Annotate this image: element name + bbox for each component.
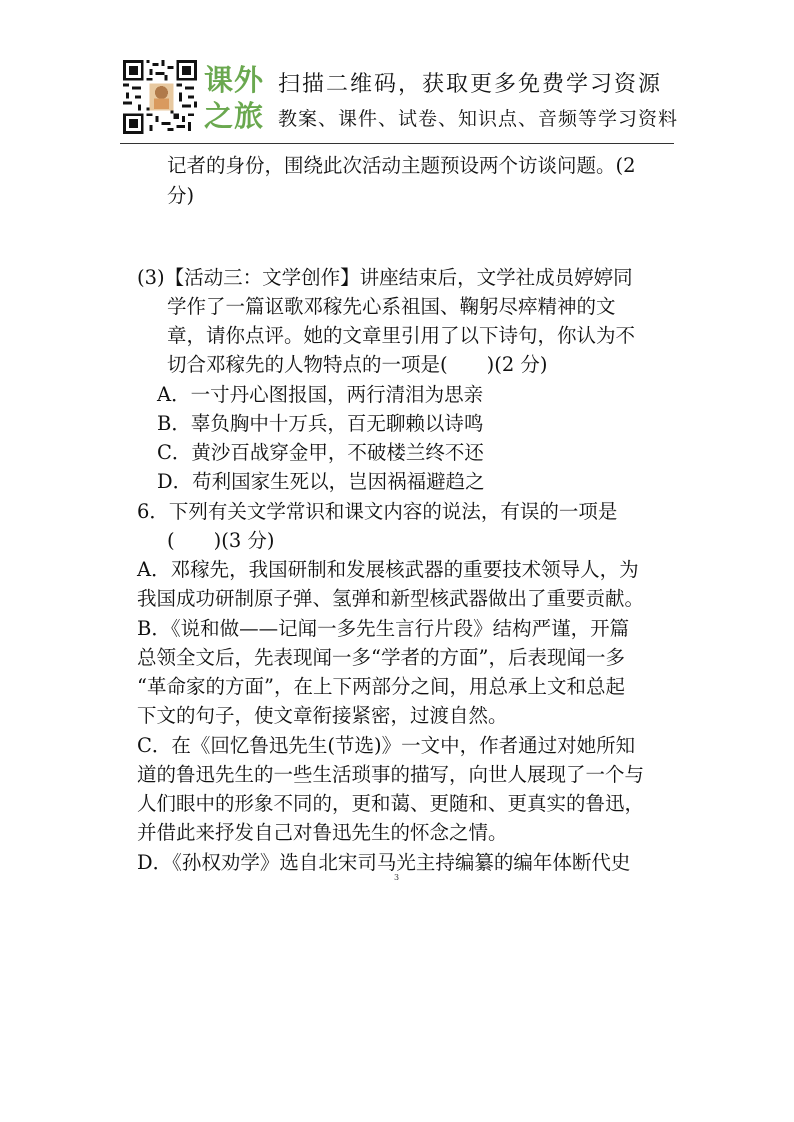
text-line: 人们眼中的形象不同的，更和蔼、更随和、更真实的鲁迅， [137, 792, 645, 815]
text-line: 章，请你点评。她的文章里引用了以下诗句，你认为不 [167, 324, 636, 347]
option-d: D．《孙权劝学》选自北宋司马光主持编纂的编年体断代史 [137, 851, 631, 874]
brand-logo [204, 62, 268, 134]
question-3-stem: (3)【活动三：文学创作】讲座结束后，文学社成员婷婷同 [137, 266, 633, 289]
text-line: 总领全文后，先表现闻一多“学者的方面”，后表现闻一多 [137, 646, 625, 669]
page-number: 3 [394, 873, 400, 882]
question-6-stem: 6．下列有关文学常识和课文内容的说法，有误的一项是 [137, 500, 618, 523]
text-line: 我国成功研制原子弹、氢弹和新型核武器做出了重要贡献。 [137, 587, 645, 610]
brand-line-2: 之旅 [204, 99, 265, 133]
brand-line-1: 课外 [204, 63, 265, 97]
option-a: A．一寸丹心图报国，两行清泪为思亲 [157, 383, 484, 406]
option-c: C．在《回忆鲁迅先生(节选)》一文中，作者通过对她所知 [137, 734, 636, 757]
text-line: 分) [167, 184, 195, 207]
header-slogan: 扫描二维码，获取更多免费学习资源 [278, 72, 663, 97]
text-line: ( )(3 分) [167, 529, 275, 552]
option-c: C．黄沙百战穿金甲，不破楼兰终不还 [157, 441, 484, 464]
header-subslogan: 教案、课件、试卷、知识点、音频等学习资料 [278, 108, 679, 130]
text-line: 下文的句子，使文章衔接紧密，过渡自然。 [137, 704, 508, 727]
text-line: “革命家的方面”，在上下两部分之间，用总承上文和总起 [137, 675, 625, 698]
qr-code-icon [123, 60, 197, 134]
text-line: 学作了一篇讴歌邓稼先心系祖国、鞠躬尽瘁精神的文 [167, 295, 616, 318]
option-d: D．苟利国家生死以，岂因祸福避趋之 [157, 470, 485, 493]
page-header [120, 58, 680, 140]
option-a: A．邓稼先，我国研制和发展核武器的重要技术领导人，为 [137, 558, 639, 581]
text-line: 切合邓稼先的人物特点的一项是( )(2 分) [167, 353, 548, 376]
text-line: 并借此来抒发自己对鲁迅先生的怀念之情。 [137, 821, 508, 844]
text-line: 记者的身份，围绕此次活动主题预设两个访谈问题。(2 [167, 154, 636, 177]
option-b: B．《说和做——记闻一多先生言行片段》结构严谨，开篇 [137, 617, 630, 640]
header-divider [120, 143, 674, 144]
text-line: 道的鲁迅先生的一些生活琐事的描写，向世人展现了一个与 [137, 763, 645, 786]
option-b: B．辜负胸中十万兵，百无聊赖以诗鸣 [157, 412, 484, 435]
